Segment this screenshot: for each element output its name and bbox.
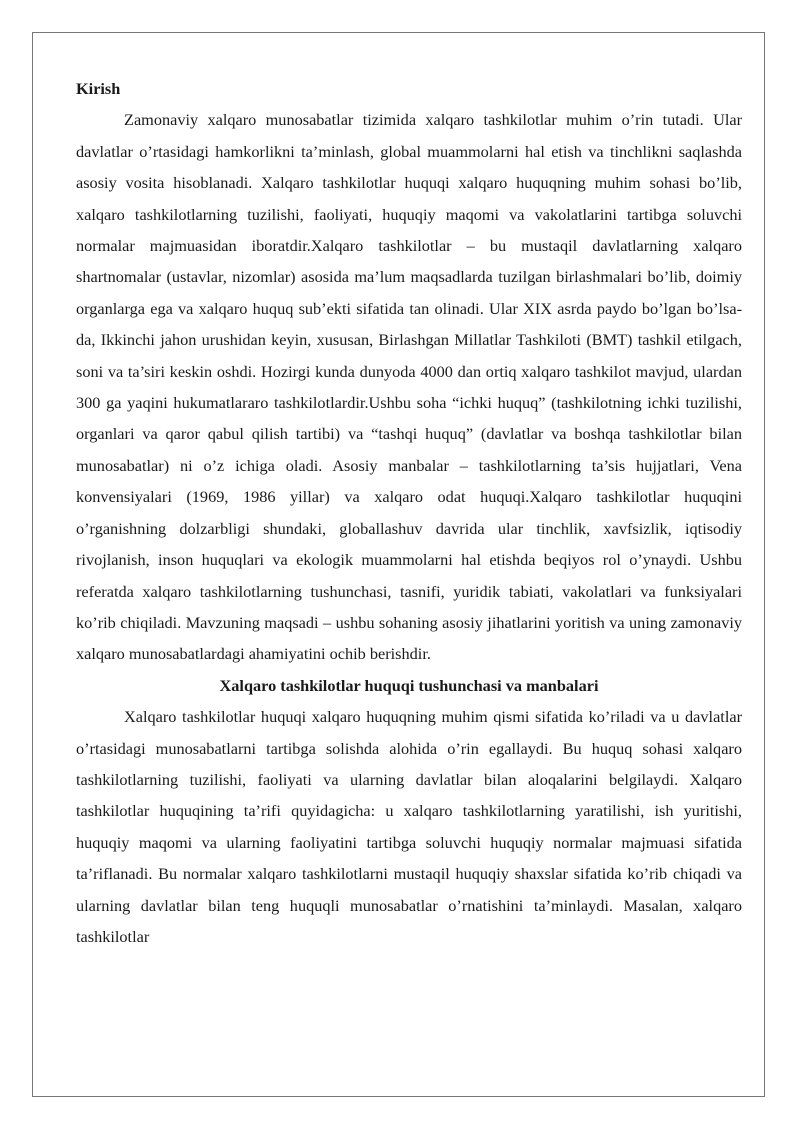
section-heading: Xalqaro tashkilotlar huquqi tushunchasi va manbalari (219, 675, 599, 695)
intro-paragraph: Zamonaviy xalqaro munosabatlar tizimida xalqaro tashkilotlar muhim o’rin tutadi. Ular davlatlar o’rtasidagi hamkorlikni ta’minlash, global muammolarni hal etish va tinchlikni saqlashda asosiy vosita hisoblanadi. Xalqaro tashkilotlar huquqi xalqaro huquqning muhim sohasi bo’lib, xalqaro tashkilotlarning tuzilishi, faoliyati, huquqiy maqomi va vakolatlarini tartibga soluvchi normalar majmuasidan iboratdir.Xalqaro tashkilotlar – bu mustaqil davlatlarning xalqaro shartnomalar (ustavlar, nizomlar) asosida ma’lum maqsadlarda tuzilgan birlashmalari bo’lib, doimiy organlarga ega va xalqaro huquq sub’ekti sifatida tan olinadi. Ular XIX asrda paydo bo’lgan bo’lsa-da, Ikkinchi jahon urushidan keyin, xususan, Birlashgan Millatlar Tashkiloti (BMT) tashkil etilgach, soni va ta’siri keskin oshdi. Hozirgi kunda dunyoda 4000 dan ortiq xalqaro tashkilot mavjud, ulardan 300 ga yaqini hukumatlararo tashkilotlardir.Ushbu soha “ichki huquq” (tashkilotning ichki tuzilishi, organlari va qaror qabul qilish tartibi) va “tashqi huquq” (davlatlar va boshqa tashkilotlar bilan munosabatlar) ni o’z ichiga oladi. Asosiy manbalar – tashkilotlarning ta’sis hujjatlari, Vena konvensiyalari (1969, 1986 yillar) va xalqaro odat huquqi.Xalqaro tashkilotlar huquqini o’rganishning dolzarbligi shundaki, globallashuv davrida ular tinchlik, xavfsizlik, iqtisodiy rivojlanish, inson huquqlari va ekologik muammolarni hal etishda beqiyos rol o’ynaydi. Ushbu referatda xalqaro tashkilotlarning tushunchasi, tasnifi, yuridik tabiati, vakolatlari va funksiyalari ko’rib chiqiladi. Mavzuning maqsadi – ushbu sohaning asosiy jihatlarini yoritish va uning zamonaviy xalqaro munosabatlardagi ahamiyatini ochib berishdir. (76, 110, 742, 664)
document-body (76, 73, 742, 952)
intro-heading: Kirish (76, 79, 121, 98)
section-paragraph: Xalqaro tashkilotlar huquqi xalqaro huquqning muhim qismi sifatida ko’riladi va u davlatlar o’rtasidagi munosabatlarni tartibga solishda alohida o’rin egallaydi. Bu huquq sohasi xalqaro tashkilotlarning tuzilishi, faoliyati va ularning davlatlar bilan aloqalarini belgilaydi. Xalqaro tashkilotlar huquqining ta’rifi quyidagicha: u xalqaro tashkilotlarning yaratilishi, ish yuritishi, huquqiy maqomi va ularning faoliyatini tartibga soluvchi huquqiy normalar majmuasi sifatida ta’riflanadi. Bu normalar xalqaro tashkilotlarni mustaqil huquqiy shaxslar sifatida ko’rib chiqadi va ularning davlatlar bilan teng huquqli munosabatlar o’rnatishini ta’minlaydi. Masalan, xalqaro tashkilotlar (76, 707, 742, 946)
